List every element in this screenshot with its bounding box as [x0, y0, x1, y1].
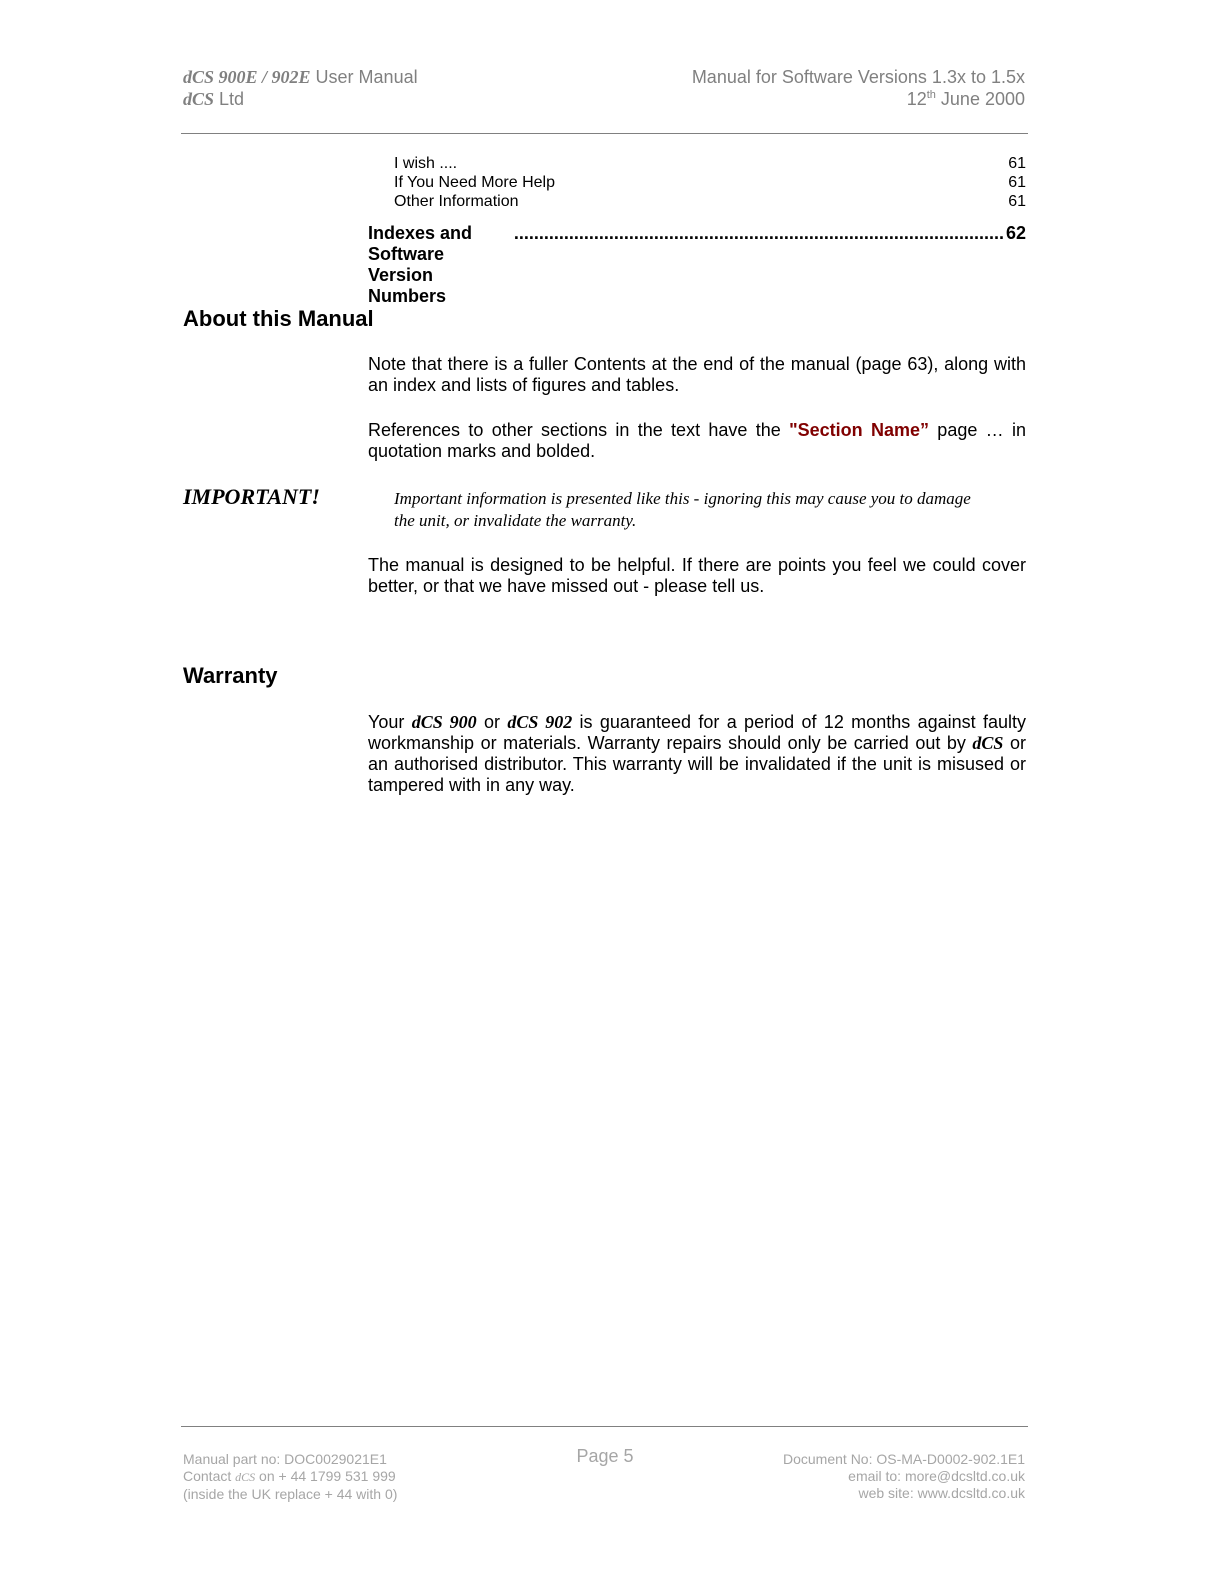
toc-main-entry[interactable]	[368, 223, 1026, 307]
page-number: Page 5	[576, 1446, 634, 1466]
header-rule	[181, 133, 1028, 134]
toc-main-page: 62	[1005, 223, 1026, 243]
website-link[interactable]: web site: www.dcsltd.co.uk	[858, 1485, 1025, 1501]
about-heading: About this Manual	[183, 306, 374, 331]
section-name-example: "Section Name”	[789, 420, 929, 440]
product-name: dCS 900E / 902E	[183, 67, 311, 87]
software-versions: Manual for Software Versions 1.3x to 1.5x	[691, 67, 1025, 87]
document-no: Document No: OS-MA-D0002-902.1E1	[783, 1451, 1025, 1467]
toc-entry[interactable]: If You Need More Help 61	[394, 174, 1026, 191]
about-paragraph-2: References to other sections in the text have the "Section Name” page … in quotation marks and bolded.	[368, 420, 1026, 461]
header-right	[692, 66, 1025, 110]
contact-phone: Contact dCS on + 44 1799 531 999	[183, 1468, 396, 1484]
company-suffix: Ltd	[219, 89, 245, 109]
manual-part-no: Manual part no: DOC0029021E1	[183, 1451, 387, 1467]
header-title-line	[183, 66, 418, 88]
brand-dcs: dCS	[972, 733, 1004, 753]
toc-main-label: Indexes and Software Version Numbers	[368, 223, 473, 306]
header-company-line	[183, 88, 418, 110]
about-paragraph-1: Note that there is a fuller Contents at the end of the manual (page 63), along with an index and lists of figures and tables.	[368, 354, 1026, 395]
toc-entry[interactable]: I wish .... 61	[394, 155, 1026, 172]
uk-note: (inside the UK replace + 44 with 0)	[183, 1486, 398, 1502]
product-dcs-902: dCS 902	[507, 712, 573, 732]
manual-date: 12th June 2000	[906, 89, 1025, 109]
company-brand: dCS	[183, 89, 215, 109]
header-left	[183, 66, 418, 110]
toc-entry[interactable]: Other Information 61	[394, 193, 1026, 210]
footer-right	[783, 1451, 1025, 1502]
warranty-paragraph: Your dCS 900 or dCS 902 is guaranteed for a period of 12 months against faulty workmanship or materials. Warranty repairs should only be carried out by dCS or an authorised distributor. This warranty will be invalidated if the unit is misused or tampered with in any way.	[368, 712, 1026, 795]
about-paragraph-3: The manual is designed to be helpful. If there are points you feel we could cover better, or that we have missed out - please tell us.	[368, 555, 1026, 596]
toc-leader-dots: ..................................................................................................	[513, 223, 1004, 243]
important-text: Important information is presented like this - ignoring this may cause you to damage the unit, or invalidate the warranty.	[394, 489, 971, 530]
warranty-heading: Warranty	[183, 663, 278, 688]
footer-rule	[181, 1426, 1028, 1427]
email-link[interactable]: email to: more@dcsltd.co.uk	[848, 1468, 1025, 1484]
footer-left	[183, 1451, 397, 1503]
manual-label: User Manual	[315, 67, 418, 87]
important-label: IMPORTANT!	[183, 484, 320, 509]
product-dcs-900: dCS 900	[411, 712, 477, 732]
